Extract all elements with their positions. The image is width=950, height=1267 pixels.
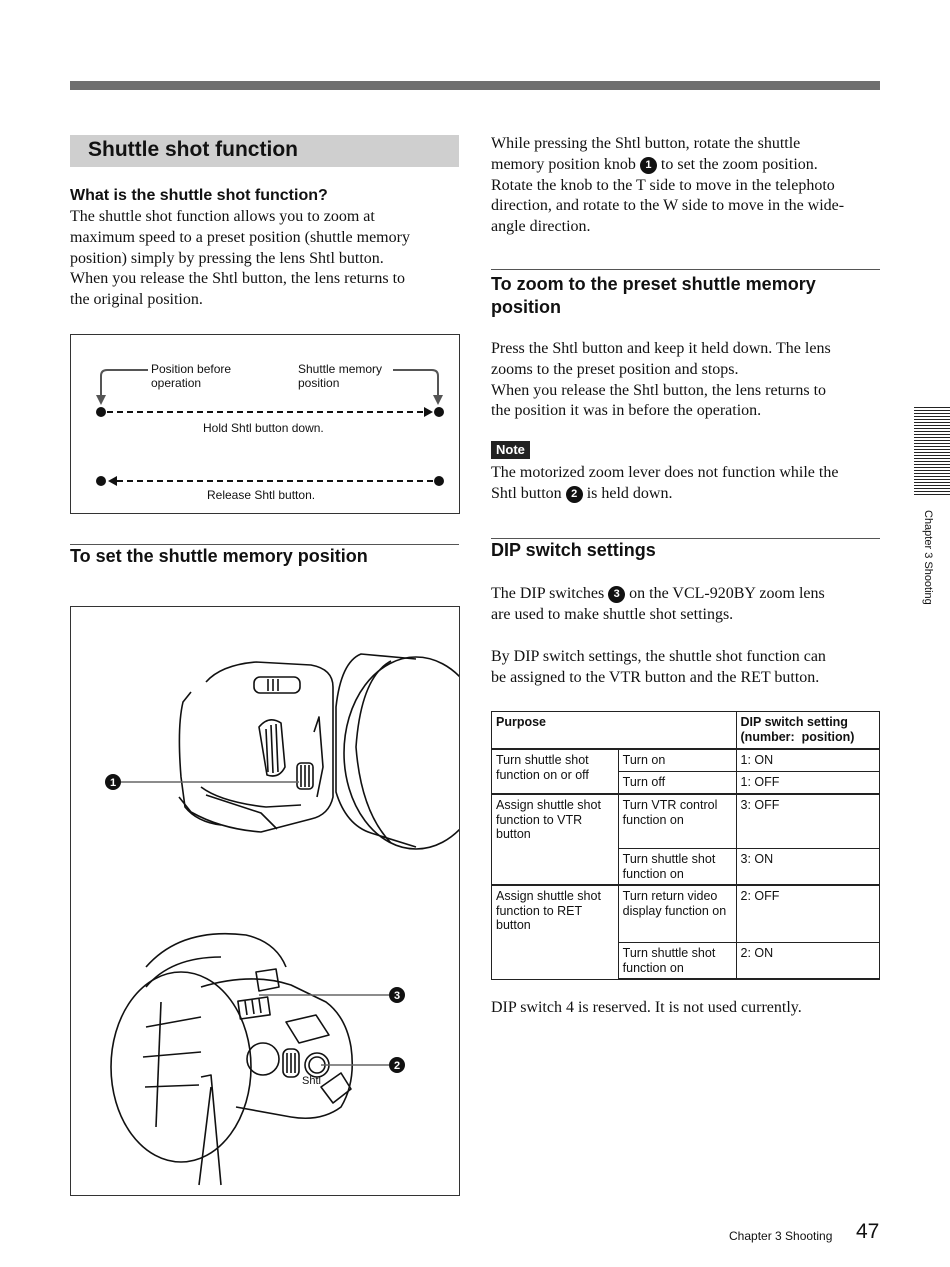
dip-line-with-callout <box>491 584 886 605</box>
shtl-label: Shtl <box>302 1075 321 1087</box>
what-is-paragraph <box>70 207 460 311</box>
release-end-dot <box>434 476 444 486</box>
intro-line: direction, and rotate to the W side to move in the wide- <box>491 197 845 215</box>
callout-3-number: 3 <box>393 990 401 1002</box>
note-paragraph <box>491 463 886 505</box>
page-number: 47 <box>856 1220 880 1243</box>
note-line: The motorized zoom lever does not function while the <box>491 464 839 481</box>
header-setting: DIP switch setting (number: position) <box>736 712 879 750</box>
divider-rule <box>70 544 459 545</box>
purpose-cell: Assign shuttle shot function to VTR button <box>492 794 619 885</box>
zoom-line: Press the Shtl button and keep it held down. The lens <box>491 340 831 357</box>
release-arrowhead <box>108 476 117 486</box>
zoom-heading-line1: To zoom to the preset shuttle memory <box>491 274 816 294</box>
release-start-dot <box>96 476 106 486</box>
intro-line: While pressing the Shtl button, rotate the shuttle <box>491 135 801 152</box>
callout-2-inline: 2 <box>566 486 583 503</box>
dip-paragraph-1 <box>491 584 886 626</box>
note-badge: Note <box>491 441 530 459</box>
zoom-paragraph <box>491 339 886 422</box>
setting-cell: 2: OFF <box>736 885 879 943</box>
upper-lens-drawing <box>179 654 459 849</box>
zoom-line: When you release the Shtl button, the lens returns to <box>491 381 827 399</box>
callout-2-number: 2 <box>393 1060 401 1072</box>
setting-cell: 3: ON <box>736 849 879 886</box>
dip-paragraph-2 <box>491 647 886 689</box>
note-line-with-callout <box>491 484 886 505</box>
lens-illustration-graphic <box>71 607 459 1195</box>
end-dot <box>434 407 444 417</box>
intro-line-with-callout <box>491 155 886 176</box>
action-cell: Turn shuttle shot function on <box>618 849 736 886</box>
note-line2-start: Shtl button <box>491 484 562 502</box>
purpose-cell: Turn shuttle shot function on or off <box>492 749 619 794</box>
label-hold: Hold Shtl button down. <box>203 421 324 435</box>
action-cell: Turn off <box>618 772 736 795</box>
purpose-cell: Assign shuttle shot function to RET button <box>492 885 619 979</box>
setting-cell: 3: OFF <box>736 794 879 849</box>
dip-line: By DIP switch settings, the shuttle shot function can <box>491 648 826 665</box>
callout-1-number: 1 <box>109 777 117 789</box>
intro-line2-start: memory position knob <box>491 155 636 173</box>
what-is-heading: What is the shuttle shot function? <box>70 187 328 204</box>
right-intro-paragraph <box>491 134 886 238</box>
what-is-line: The shuttle shot function allows you to zoom at <box>70 208 375 225</box>
intro-line2-end: to set the zoom position. <box>660 155 818 173</box>
lower-lens-drawing <box>111 934 352 1185</box>
label-release: Release Shtl button. <box>207 488 316 502</box>
action-cell: Turn shuttle shot function on <box>618 943 736 980</box>
action-cell: Turn VTR control function on <box>618 794 736 849</box>
divider-rule <box>491 269 880 270</box>
what-is-line: When you release the Shtl button, the lens returns to <box>70 270 406 288</box>
dip-line: be assigned to the VTR button and the RET button. <box>491 668 820 686</box>
what-is-line: the original position. <box>70 291 203 309</box>
bracket-right <box>393 370 438 397</box>
chapter-tab-label: Chapter 3 Shooting <box>922 510 934 605</box>
footer-chapter: Chapter 3 Shooting <box>729 1229 833 1243</box>
zoom-line: the position it was in before the operation. <box>491 402 762 420</box>
start-dot <box>96 407 106 417</box>
dip-heading: DIP switch settings <box>491 540 656 560</box>
chapter-tab-stripes <box>914 407 950 497</box>
divider-rule <box>491 538 880 539</box>
header-purpose: Purpose <box>492 712 737 750</box>
bracket-left <box>101 370 148 397</box>
lens-illustration <box>70 606 460 1196</box>
label-shuttle-position: Shuttle memory position <box>298 362 383 390</box>
what-is-line: maximum speed to a preset position (shuttle memory <box>70 228 410 246</box>
action-cell: Turn on <box>618 749 736 772</box>
set-position-heading: To set the shuttle memory position <box>70 546 368 566</box>
dip-line1-end: on the VCL-920BY zoom lens <box>629 585 825 602</box>
table-header-row <box>492 712 880 750</box>
table-row <box>492 749 880 772</box>
note-line2-end: is held down. <box>586 484 673 502</box>
setting-cell: 1: ON <box>736 749 879 772</box>
arrowhead-down-right <box>433 395 443 405</box>
zoom-line: zooms to the preset position and stops. <box>491 360 739 378</box>
dip-line: are used to make shuttle shot settings. <box>491 605 734 623</box>
arrowhead-down-left <box>96 395 106 405</box>
table-row <box>492 885 880 943</box>
intro-line: Rotate the knob to the T side to move in the telephoto <box>491 176 835 194</box>
callout-1-inline: 1 <box>640 157 657 174</box>
action-cell: Turn return video display function on <box>618 885 736 943</box>
zoom-heading-line2: position <box>491 297 561 317</box>
shuttle-diagram <box>70 334 460 514</box>
table-row <box>492 794 880 849</box>
what-is-line: position) simply by pressing the lens Shtl button. <box>70 249 384 267</box>
dip-settings-table <box>491 711 880 980</box>
dip-footnote: DIP switch 4 is reserved. It is not used currently. <box>491 999 802 1016</box>
setting-cell: 1: OFF <box>736 772 879 795</box>
section-title: Shuttle shot function <box>88 138 298 161</box>
hold-arrowhead <box>424 407 433 417</box>
intro-line: angle direction. <box>491 218 591 236</box>
dip-line1-start: The DIP switches <box>491 585 605 602</box>
top-rule <box>70 81 880 90</box>
callout-3-inline: 3 <box>608 586 625 603</box>
zoom-heading <box>491 273 816 319</box>
setting-cell: 2: ON <box>736 943 879 980</box>
label-position-before: Position before operation <box>151 362 232 390</box>
